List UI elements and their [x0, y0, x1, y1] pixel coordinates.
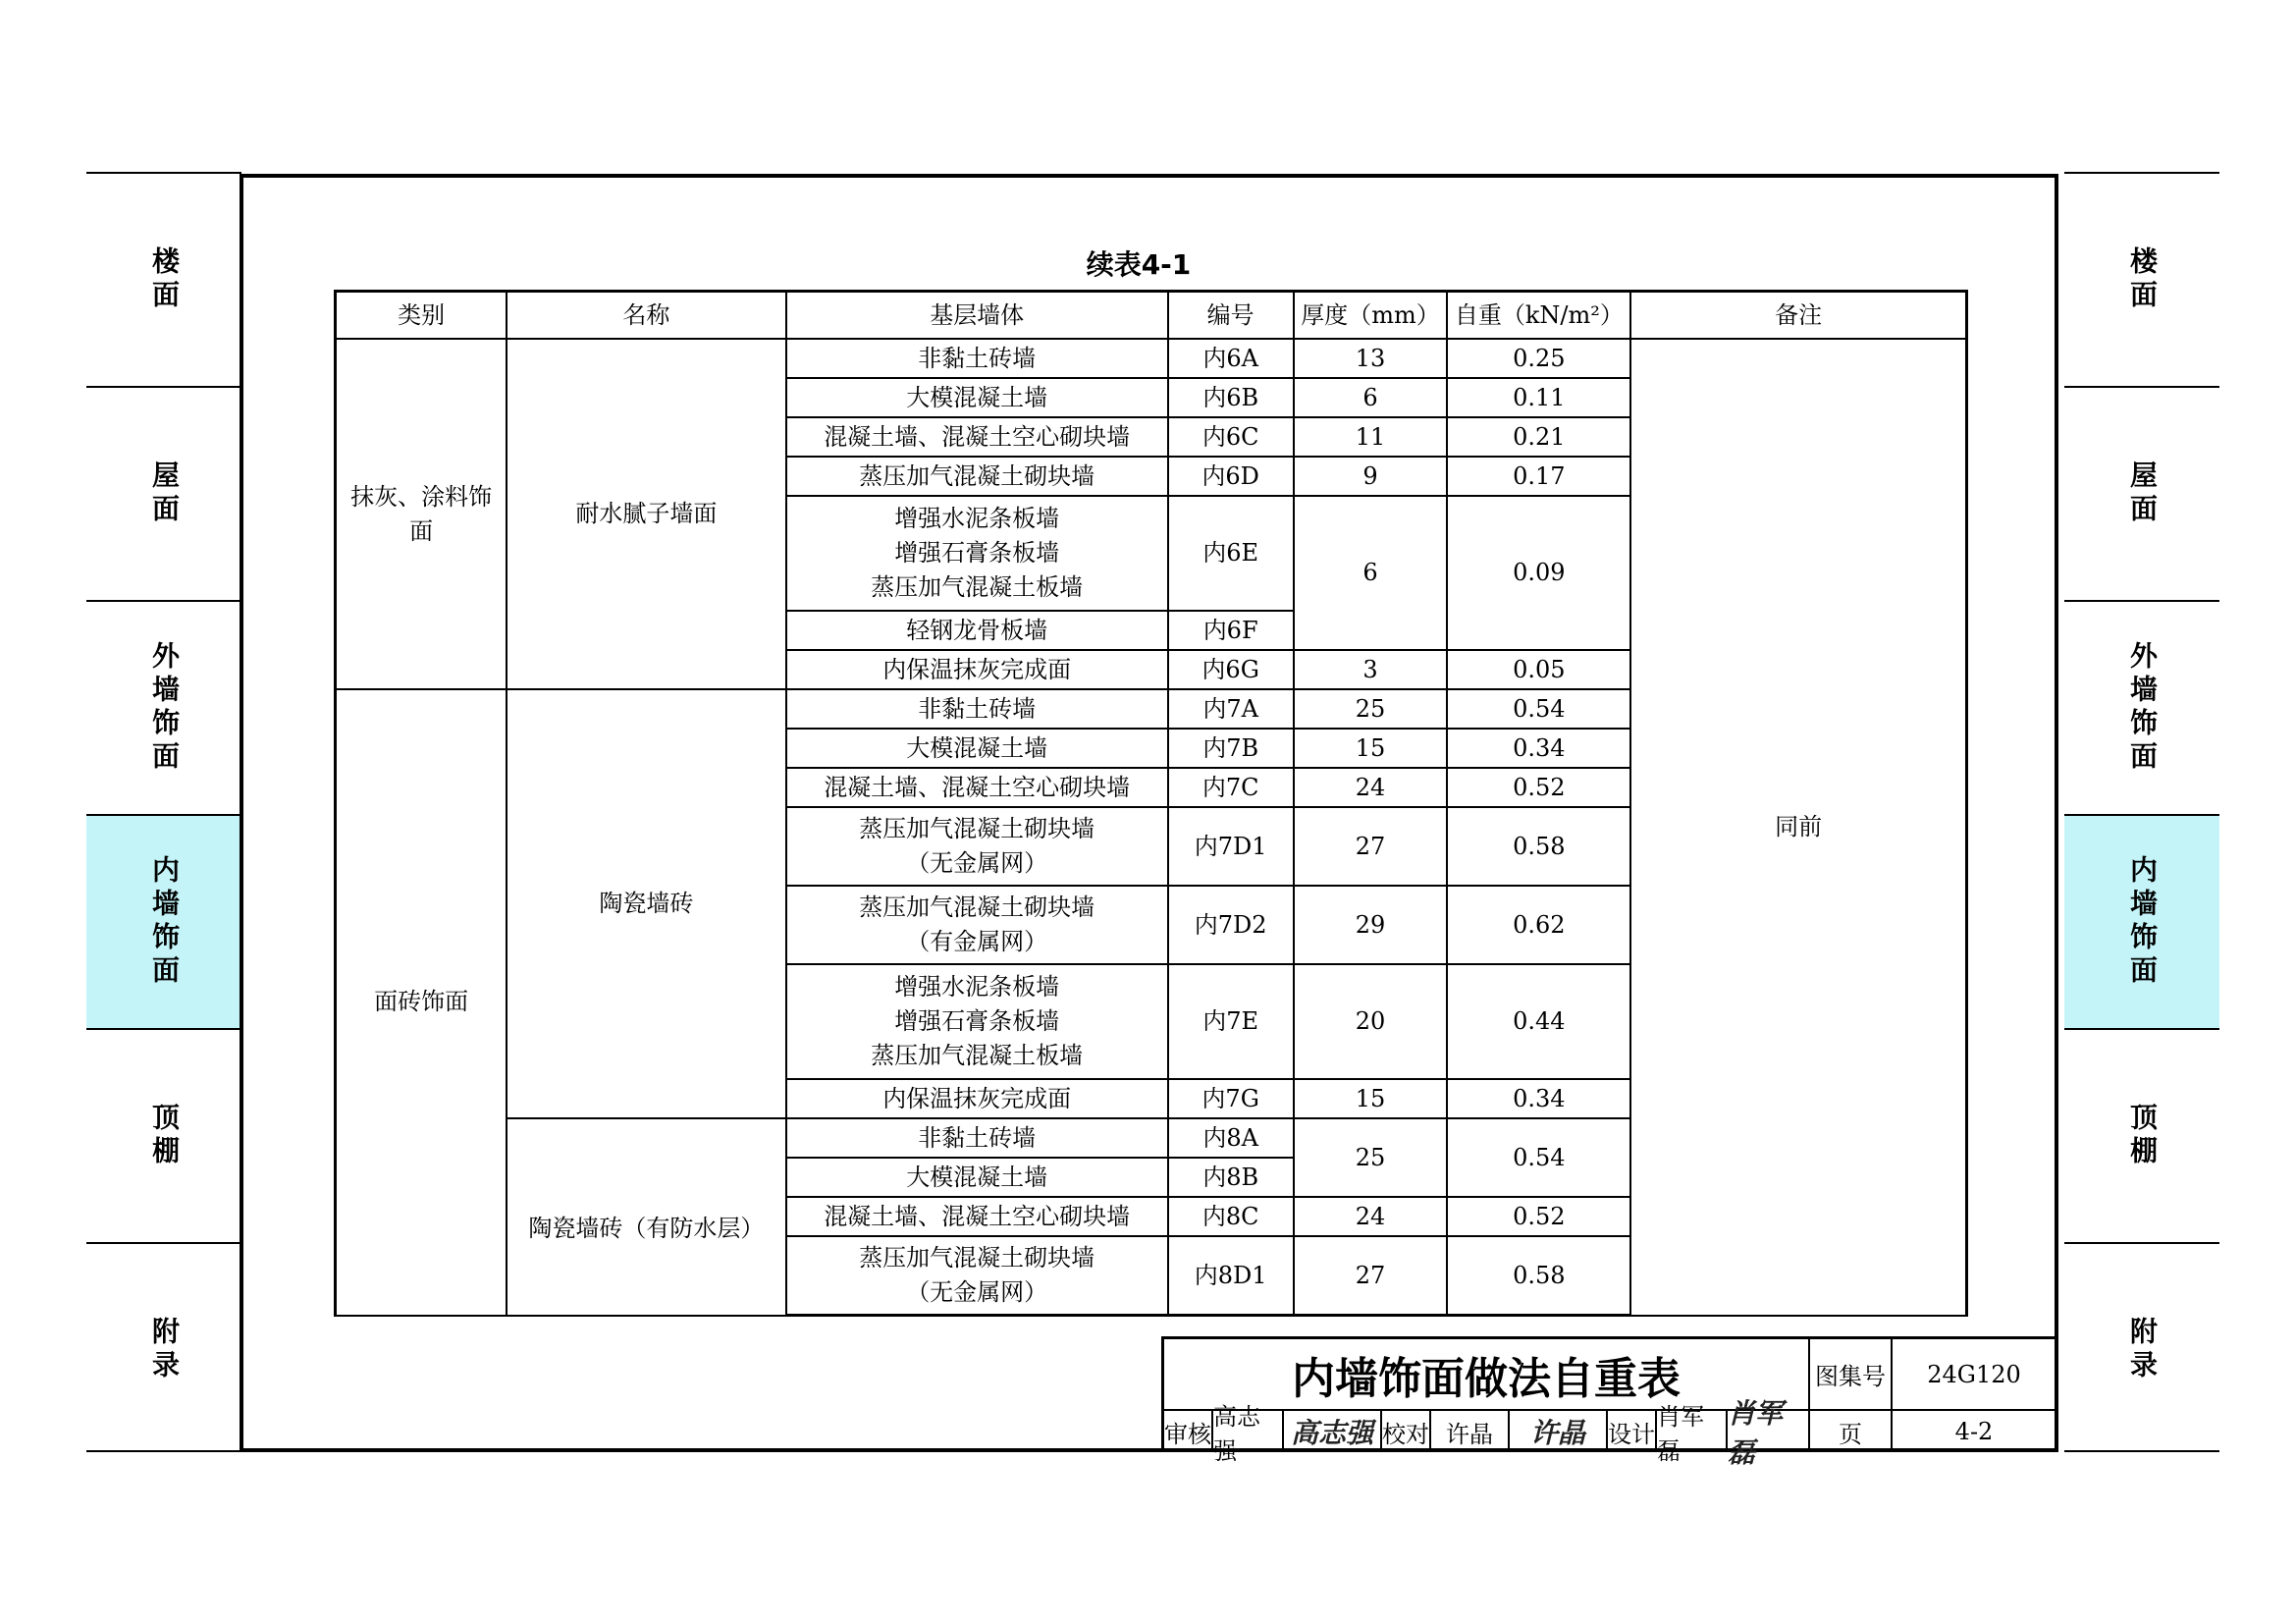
check-label: 校对: [1382, 1411, 1431, 1452]
thickness-cell: 25: [1294, 689, 1448, 729]
tab-label: 屋面: [148, 460, 181, 527]
tab-label: 楼面: [148, 246, 181, 313]
code-cell: 内7D1: [1168, 807, 1294, 886]
category-cell: 抹灰、涂料饰面: [336, 339, 507, 689]
tab-label: 内墙饰面: [2126, 855, 2159, 989]
tab-label: 楼面: [2126, 246, 2159, 313]
base-wall-cell: 增强水泥条板墙 增强石膏条板墙 蒸压加气混凝土板墙: [786, 964, 1168, 1079]
weight-cell: 0.54: [1447, 689, 1630, 729]
code-cell: 内7D2: [1168, 886, 1294, 964]
base-wall-cell: 大模混凝土墙: [786, 378, 1168, 417]
thickness-cell: 20: [1294, 964, 1448, 1079]
base-wall-cell: 非黏土砖墙: [786, 339, 1168, 378]
tab-exterior-wall[interactable]: [86, 602, 241, 814]
code-cell: 内7E: [1168, 964, 1294, 1079]
tab-ceiling[interactable]: [2064, 1030, 2219, 1242]
tab-divider: [86, 1450, 241, 1452]
table-row: [336, 339, 1967, 378]
weight-cell: 0.44: [1447, 964, 1630, 1079]
base-wall-cell: 非黏土砖墙: [786, 689, 1168, 729]
tab-ceiling[interactable]: [86, 1030, 241, 1242]
code-cell: 内6D: [1168, 457, 1294, 496]
thickness-cell: 9: [1294, 457, 1448, 496]
tab-label: 内墙饰面: [148, 855, 181, 989]
tab-interior-wall[interactable]: [2064, 816, 2219, 1028]
page-number: 4-2: [1954, 1418, 1994, 1445]
weight-cell: 0.17: [1447, 457, 1630, 496]
weight-cell: 0.11: [1447, 378, 1630, 417]
code-cell: 内6F: [1168, 611, 1294, 650]
tab-roof[interactable]: [86, 388, 241, 600]
weight-cell: 0.09: [1447, 496, 1630, 650]
code-cell: 内8D1: [1168, 1236, 1294, 1316]
code-cell: 内7G: [1168, 1079, 1294, 1118]
tab-exterior-wall[interactable]: [2064, 602, 2219, 814]
header-category: 类别: [336, 292, 507, 340]
code-cell: 内6C: [1168, 417, 1294, 457]
thickness-cell: 27: [1294, 807, 1448, 886]
name-cell: 耐水腻子墙面: [507, 339, 785, 689]
thickness-cell: 6: [1294, 496, 1448, 650]
header-name: 名称: [507, 292, 785, 340]
thickness-cell: 3: [1294, 650, 1448, 689]
remark-cell: 同前: [1630, 339, 1966, 1316]
table-caption: 续表4-1: [1086, 248, 1192, 281]
tab-floor[interactable]: [86, 174, 241, 386]
base-wall-cell: 混凝土墙、混凝土空心砌块墙: [786, 1197, 1168, 1236]
base-wall-cell: 蒸压加气混凝土砌块墙 （无金属网）: [786, 1236, 1168, 1316]
checker-name: 许晶: [1431, 1411, 1510, 1452]
tab-label: 屋面: [2126, 460, 2159, 527]
code-cell: 内8C: [1168, 1197, 1294, 1236]
weight-cell: 0.34: [1447, 1079, 1630, 1118]
thickness-cell: 24: [1294, 1197, 1448, 1236]
tab-label: 附录: [148, 1317, 181, 1383]
designer-signature: 肖军磊: [1728, 1411, 1810, 1452]
tab-label: 附录: [2126, 1317, 2159, 1383]
tab-label: 外墙饰面: [148, 641, 181, 775]
code-cell: 内6B: [1168, 378, 1294, 417]
base-wall-cell: 蒸压加气混凝土砌块墙: [786, 457, 1168, 496]
designer-name: 肖军磊: [1657, 1411, 1728, 1452]
base-wall-cell: 内保温抹灰完成面: [786, 1079, 1168, 1118]
checker-signature: 许晶: [1510, 1411, 1608, 1452]
base-wall-cell: 蒸压加气混凝土砌块墙 （无金属网）: [786, 807, 1168, 886]
base-wall-cell: 蒸压加气混凝土砌块墙 （有金属网）: [786, 886, 1168, 964]
weight-cell: 0.21: [1447, 417, 1630, 457]
code-cell: 内8A: [1168, 1118, 1294, 1158]
weight-cell: 0.05: [1447, 650, 1630, 689]
code-cell: 内8B: [1168, 1158, 1294, 1197]
title-block: [1161, 1336, 2058, 1469]
weight-cell: 0.58: [1447, 1236, 1630, 1316]
thickness-cell: 6: [1294, 378, 1448, 417]
code-cell: 内7C: [1168, 768, 1294, 807]
review-label: 审核: [1164, 1411, 1213, 1452]
tab-appendix[interactable]: [2064, 1244, 2219, 1456]
base-wall-cell: 非黏土砖墙: [786, 1118, 1168, 1158]
base-wall-cell: 轻钢龙骨板墙: [786, 611, 1168, 650]
design-label: 设计: [1608, 1411, 1657, 1452]
left-tab-column: [86, 174, 241, 1452]
tab-appendix[interactable]: [86, 1244, 241, 1456]
tab-interior-wall[interactable]: [86, 816, 241, 1028]
tab-divider: [2064, 1450, 2219, 1452]
page-label: 页: [1810, 1411, 1893, 1452]
code-cell: 内6E: [1168, 496, 1294, 611]
base-wall-cell: 大模混凝土墙: [786, 1158, 1168, 1197]
thickness-cell: 15: [1294, 1079, 1448, 1118]
weight-cell: 0.34: [1447, 729, 1630, 768]
reviewer-name: 高志强: [1213, 1411, 1284, 1452]
base-wall-cell: 大模混凝土墙: [786, 729, 1168, 768]
weight-cell: 0.25: [1447, 339, 1630, 378]
thickness-cell: 25: [1294, 1118, 1448, 1197]
weight-table: [334, 290, 1968, 1317]
thickness-cell: 11: [1294, 417, 1448, 457]
atlas-number: 24G120: [1893, 1339, 2056, 1411]
thickness-cell: 29: [1294, 886, 1448, 964]
header-base-wall: 基层墙体: [786, 292, 1168, 340]
drawing-title: 内墙饰面做法自重表: [1164, 1339, 1810, 1411]
base-wall-cell: 混凝土墙、混凝土空心砌块墙: [786, 417, 1168, 457]
weight-cell: 0.52: [1447, 1197, 1630, 1236]
base-wall-cell: 混凝土墙、混凝土空心砌块墙: [786, 768, 1168, 807]
name-cell: 陶瓷墙砖: [507, 689, 785, 1118]
weight-cell: 0.58: [1447, 807, 1630, 886]
code-cell: 内6A: [1168, 339, 1294, 378]
tab-label: 顶棚: [148, 1103, 181, 1169]
table-header-row: [336, 292, 1967, 340]
thickness-cell: 27: [1294, 1236, 1448, 1316]
tab-floor[interactable]: [2064, 174, 2219, 386]
category-cell: 面砖饰面: [336, 689, 507, 1316]
tab-label: 外墙饰面: [2126, 641, 2159, 775]
thickness-cell: 13: [1294, 339, 1448, 378]
code-cell: 内7A: [1168, 689, 1294, 729]
weight-cell: 0.52: [1447, 768, 1630, 807]
header-code: 编号: [1168, 292, 1294, 340]
code-cell: 内7B: [1168, 729, 1294, 768]
tab-roof[interactable]: [2064, 388, 2219, 600]
header-remark: 备注: [1630, 292, 1966, 340]
right-tab-column: [2064, 174, 2219, 1452]
weight-cell: 0.54: [1447, 1118, 1630, 1197]
header-thickness: 厚度（mm）: [1294, 292, 1448, 340]
atlas-label: 图集号: [1810, 1339, 1893, 1411]
code-cell: 内6G: [1168, 650, 1294, 689]
thickness-cell: 15: [1294, 729, 1448, 768]
tab-label: 顶棚: [2126, 1103, 2159, 1169]
weight-cell: 0.62: [1447, 886, 1630, 964]
base-wall-cell: 内保温抹灰完成面: [786, 650, 1168, 689]
base-wall-cell: 增强水泥条板墙 增强石膏条板墙 蒸压加气混凝土板墙: [786, 496, 1168, 611]
reviewer-signature: 高志强: [1284, 1411, 1382, 1452]
name-cell: 陶瓷墙砖（有防水层）: [507, 1118, 785, 1316]
thickness-cell: 24: [1294, 768, 1448, 807]
header-weight: 自重（kN/m²）: [1447, 292, 1630, 340]
